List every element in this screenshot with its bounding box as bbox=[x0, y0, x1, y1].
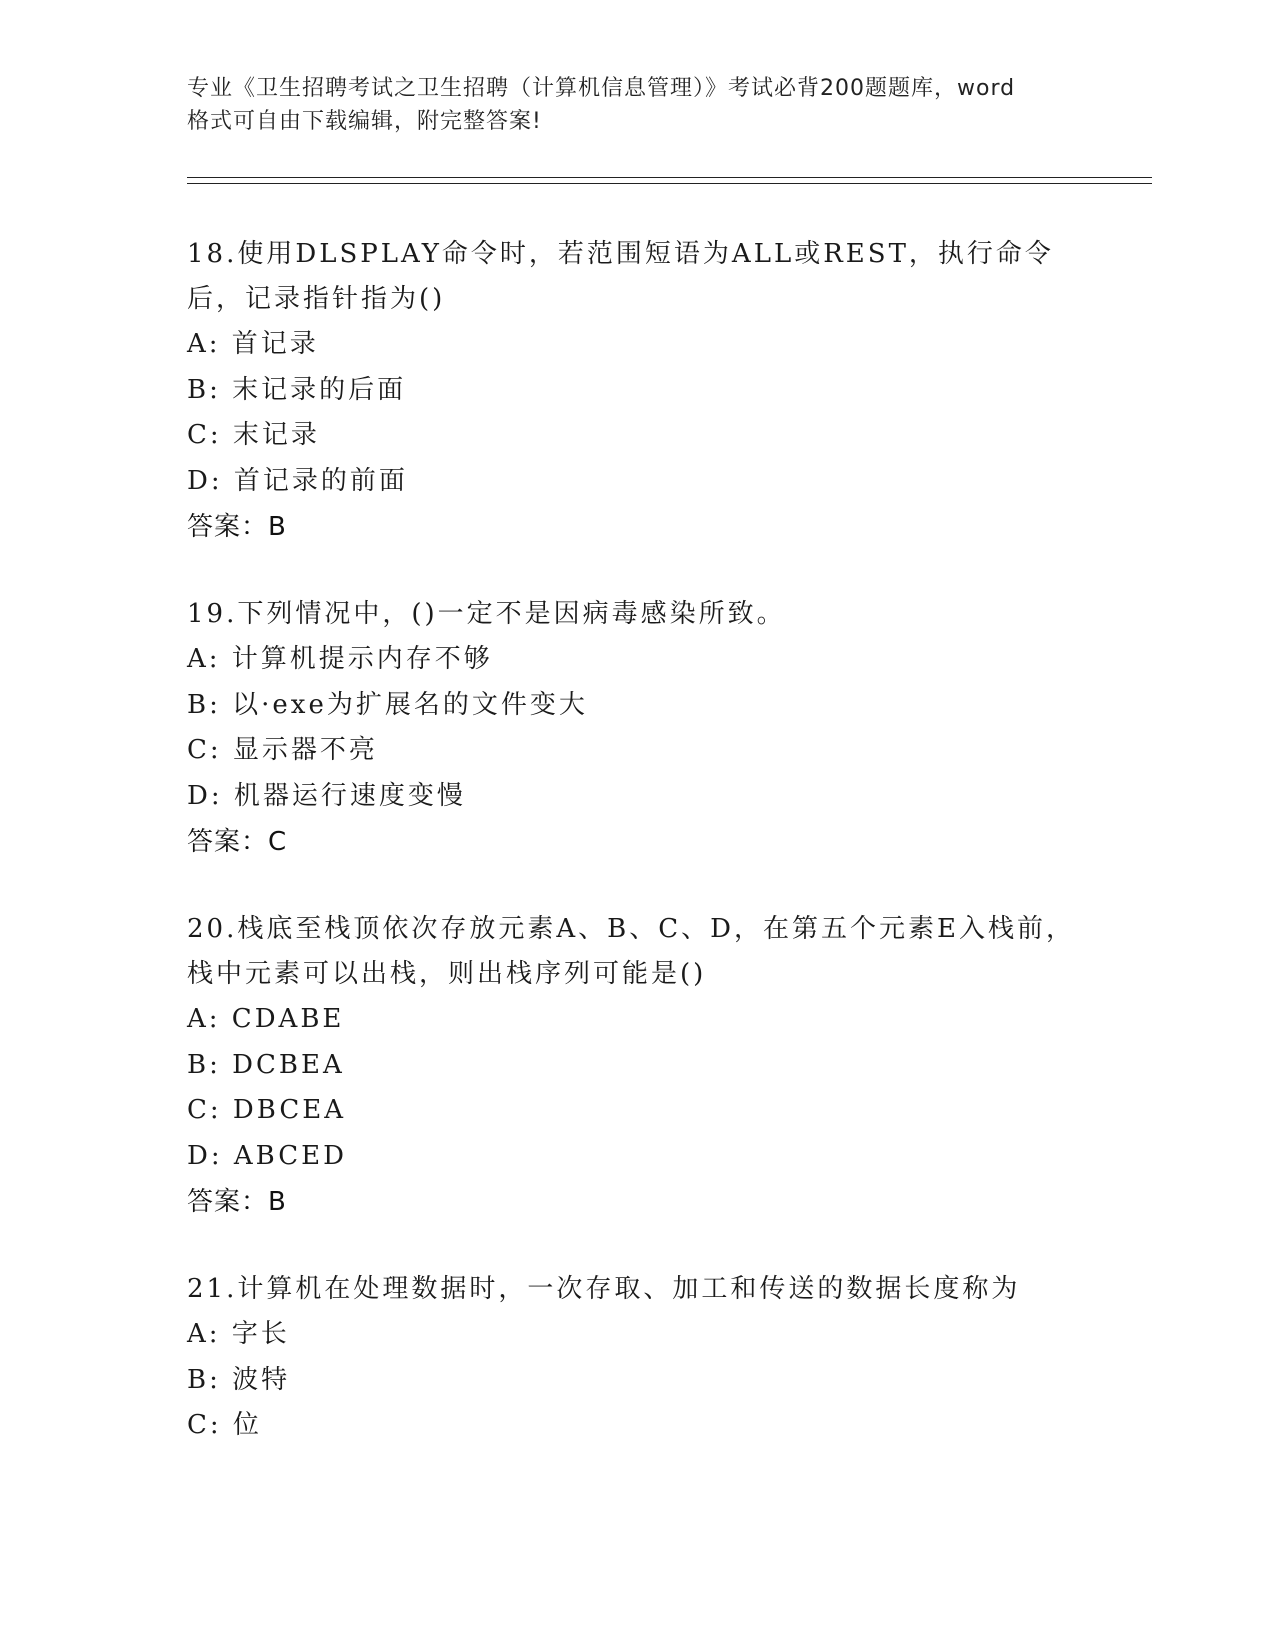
option-b: B: 以·exe为扩展名的文件变大 bbox=[187, 689, 588, 720]
question-21 bbox=[187, 1267, 1087, 1449]
header-line-2: 格式可自由下载编辑，附完整答案! bbox=[187, 109, 542, 134]
option-d: D: ABCED bbox=[187, 1140, 347, 1171]
question-19 bbox=[187, 592, 1087, 865]
option-a: A: 首记录 bbox=[187, 329, 319, 359]
answer-label: 答案：B bbox=[187, 1187, 287, 1217]
answer-label: 答案：B bbox=[187, 512, 287, 542]
option-b: B: 末记录的后面 bbox=[187, 374, 407, 405]
option-d: D: 首记录的前面 bbox=[187, 465, 408, 496]
question-20 bbox=[187, 907, 1087, 1225]
header-divider-bottom bbox=[187, 183, 1152, 184]
option-c: C: 显示器不亮 bbox=[187, 735, 378, 765]
header-divider-top bbox=[187, 177, 1152, 178]
question-list bbox=[187, 232, 1087, 1491]
question-stem: 20.栈底至栈顶依次存放元素A、B、C、D，在第五个元素E入栈前，栈中元素可以出栈，则出栈序列可能是() bbox=[187, 914, 1075, 989]
header-line-1: 专业《卫生招聘考试之卫生招聘（计算机信息管理）》考试必背200题题库，word bbox=[187, 76, 1016, 101]
option-b: B: DCBEA bbox=[187, 1049, 345, 1080]
option-a: A: CDABE bbox=[187, 1004, 345, 1034]
answer-label: 答案：C bbox=[187, 827, 288, 857]
option-a: A: 字长 bbox=[187, 1319, 290, 1349]
option-a: A: 计算机提示内存不够 bbox=[187, 644, 493, 674]
option-d: D: 机器运行速度变慢 bbox=[187, 780, 466, 811]
option-b: B: 波特 bbox=[187, 1364, 291, 1395]
question-stem: 18.使用DLSPLAY命令时，若范围短语为ALL或REST，执行命令后，记录指针指为() bbox=[187, 239, 1054, 314]
option-c: C: 末记录 bbox=[187, 420, 320, 450]
option-c: C: 位 bbox=[187, 1410, 262, 1440]
question-18 bbox=[187, 232, 1087, 550]
option-c: C: DBCEA bbox=[187, 1095, 347, 1125]
question-stem: 19.下列情况中，()一定不是因病毒感染所致。 bbox=[187, 599, 786, 629]
question-stem: 21.计算机在处理数据时，一次存取、加工和传送的数据长度称为 bbox=[187, 1274, 1021, 1304]
document-header bbox=[187, 72, 1087, 138]
